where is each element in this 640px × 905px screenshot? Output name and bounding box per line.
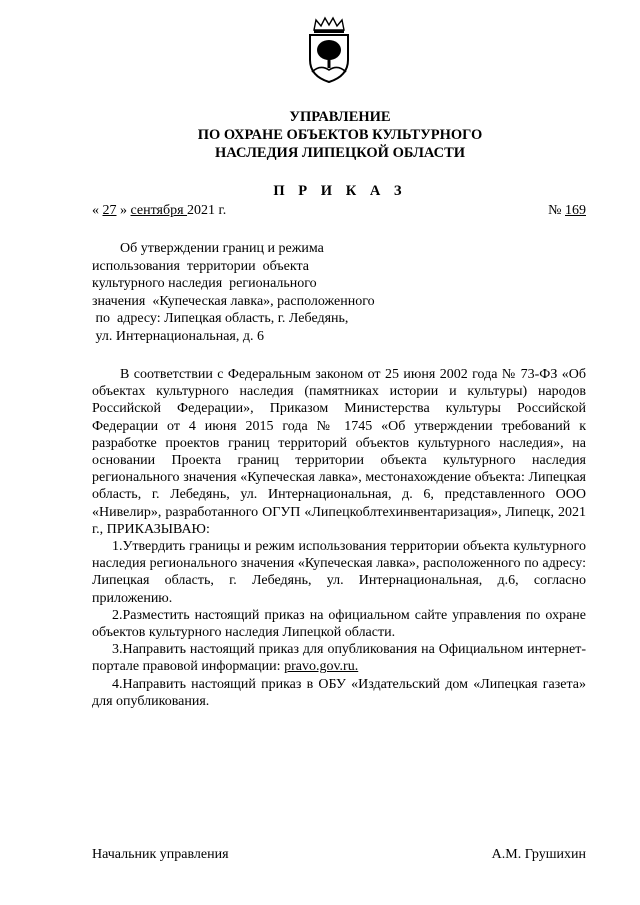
date-day: 27 <box>102 203 117 218</box>
signatory-position: Начальник управления <box>92 847 229 862</box>
signature-block <box>92 847 586 863</box>
date-open-quote: « <box>92 203 103 218</box>
order-body <box>92 366 586 710</box>
subject-line: ул. Интернациональная, д. 6 <box>92 328 264 344</box>
order-item-3-text: 3.Направить настоящий приказ для опубликования на Официальном интернет-портале правовой информации: <box>92 642 586 675</box>
order-item-4: 4.Направить настоящий приказ в ОБУ «Издательский дом «Липецкая газета» для опубликования. <box>92 676 586 709</box>
order-item-1: 1.Утвердить границы и режим использования территории объекта культурного наследия регионального значения «Купеческая лавка», расположенного по адресу: Липецкая область, г. Лебедянь, ул. Интернациональная, д.6, согласно приложению. <box>92 539 586 606</box>
preamble-paragraph: В соответствии с Федеральным законом от 25 июня 2002 года № 73-ФЗ «Об объектах культурного наследия (памятниках истории и культуры) народов Российской Федерации», Приказом Министерства культуры Российской Федерации от 4 июня 2015 года № 1745 «Об утверждении требований к разработке проектов границ территорий объектов культурного наследия», на основании Проекта границ территории объекта культурного наследия регионального значения «Купеческая лавка», местонахождение объекта: Липецкая область, г. Лебедянь, ул. Интернациональная, д. 6, представленного ООО «Нивелир», разработанного ОГУП «Липецкоблтехинвентаризация», Липецк, 2021 г., ПРИКАЗЫВАЮ: <box>92 367 586 537</box>
order-item-2: 2.Разместить настоящий приказ на официальном сайте управления по охране объектов культурного наследия Липецкой области. <box>92 607 586 641</box>
signatory-name: А.М. Грушихин <box>491 847 586 862</box>
header-line-2: ПО ОХРАНЕ ОБЪЕКТОВ КУЛЬТУРНОГО <box>197 127 483 143</box>
header-line-3: НАСЛЕДИЯ ЛИПЕЦКОЙ ОБЛАСТИ <box>214 145 466 161</box>
subject-line: значения «Купеческая лавка», расположенного <box>92 293 375 309</box>
order-subject <box>92 240 422 345</box>
order-item-3 <box>92 641 586 675</box>
subject-line: Об утверждении границ и режима <box>120 241 324 256</box>
document-type-title: П Р И К А З <box>273 183 407 199</box>
subject-line: культурного наследия регионального <box>92 276 317 291</box>
date-year: 2021 г. <box>187 203 227 218</box>
subject-line: использования территории объекта <box>92 258 309 274</box>
date-line <box>92 202 586 220</box>
number-label: № <box>548 203 565 218</box>
header-line-1: УПРАВЛЕНИЕ <box>289 109 391 125</box>
issuer-header <box>0 108 640 162</box>
date-close-quote: » <box>116 203 131 218</box>
number-value: 169 <box>565 203 586 218</box>
document-number <box>548 202 586 220</box>
subject-line: по адресу: Липецкая область, г. Лебедянь, <box>92 311 349 326</box>
date-month: сентября <box>130 203 188 218</box>
coat-of-arms-icon <box>304 16 354 84</box>
pravo-link[interactable]: pravo.gov.ru. <box>284 659 359 675</box>
